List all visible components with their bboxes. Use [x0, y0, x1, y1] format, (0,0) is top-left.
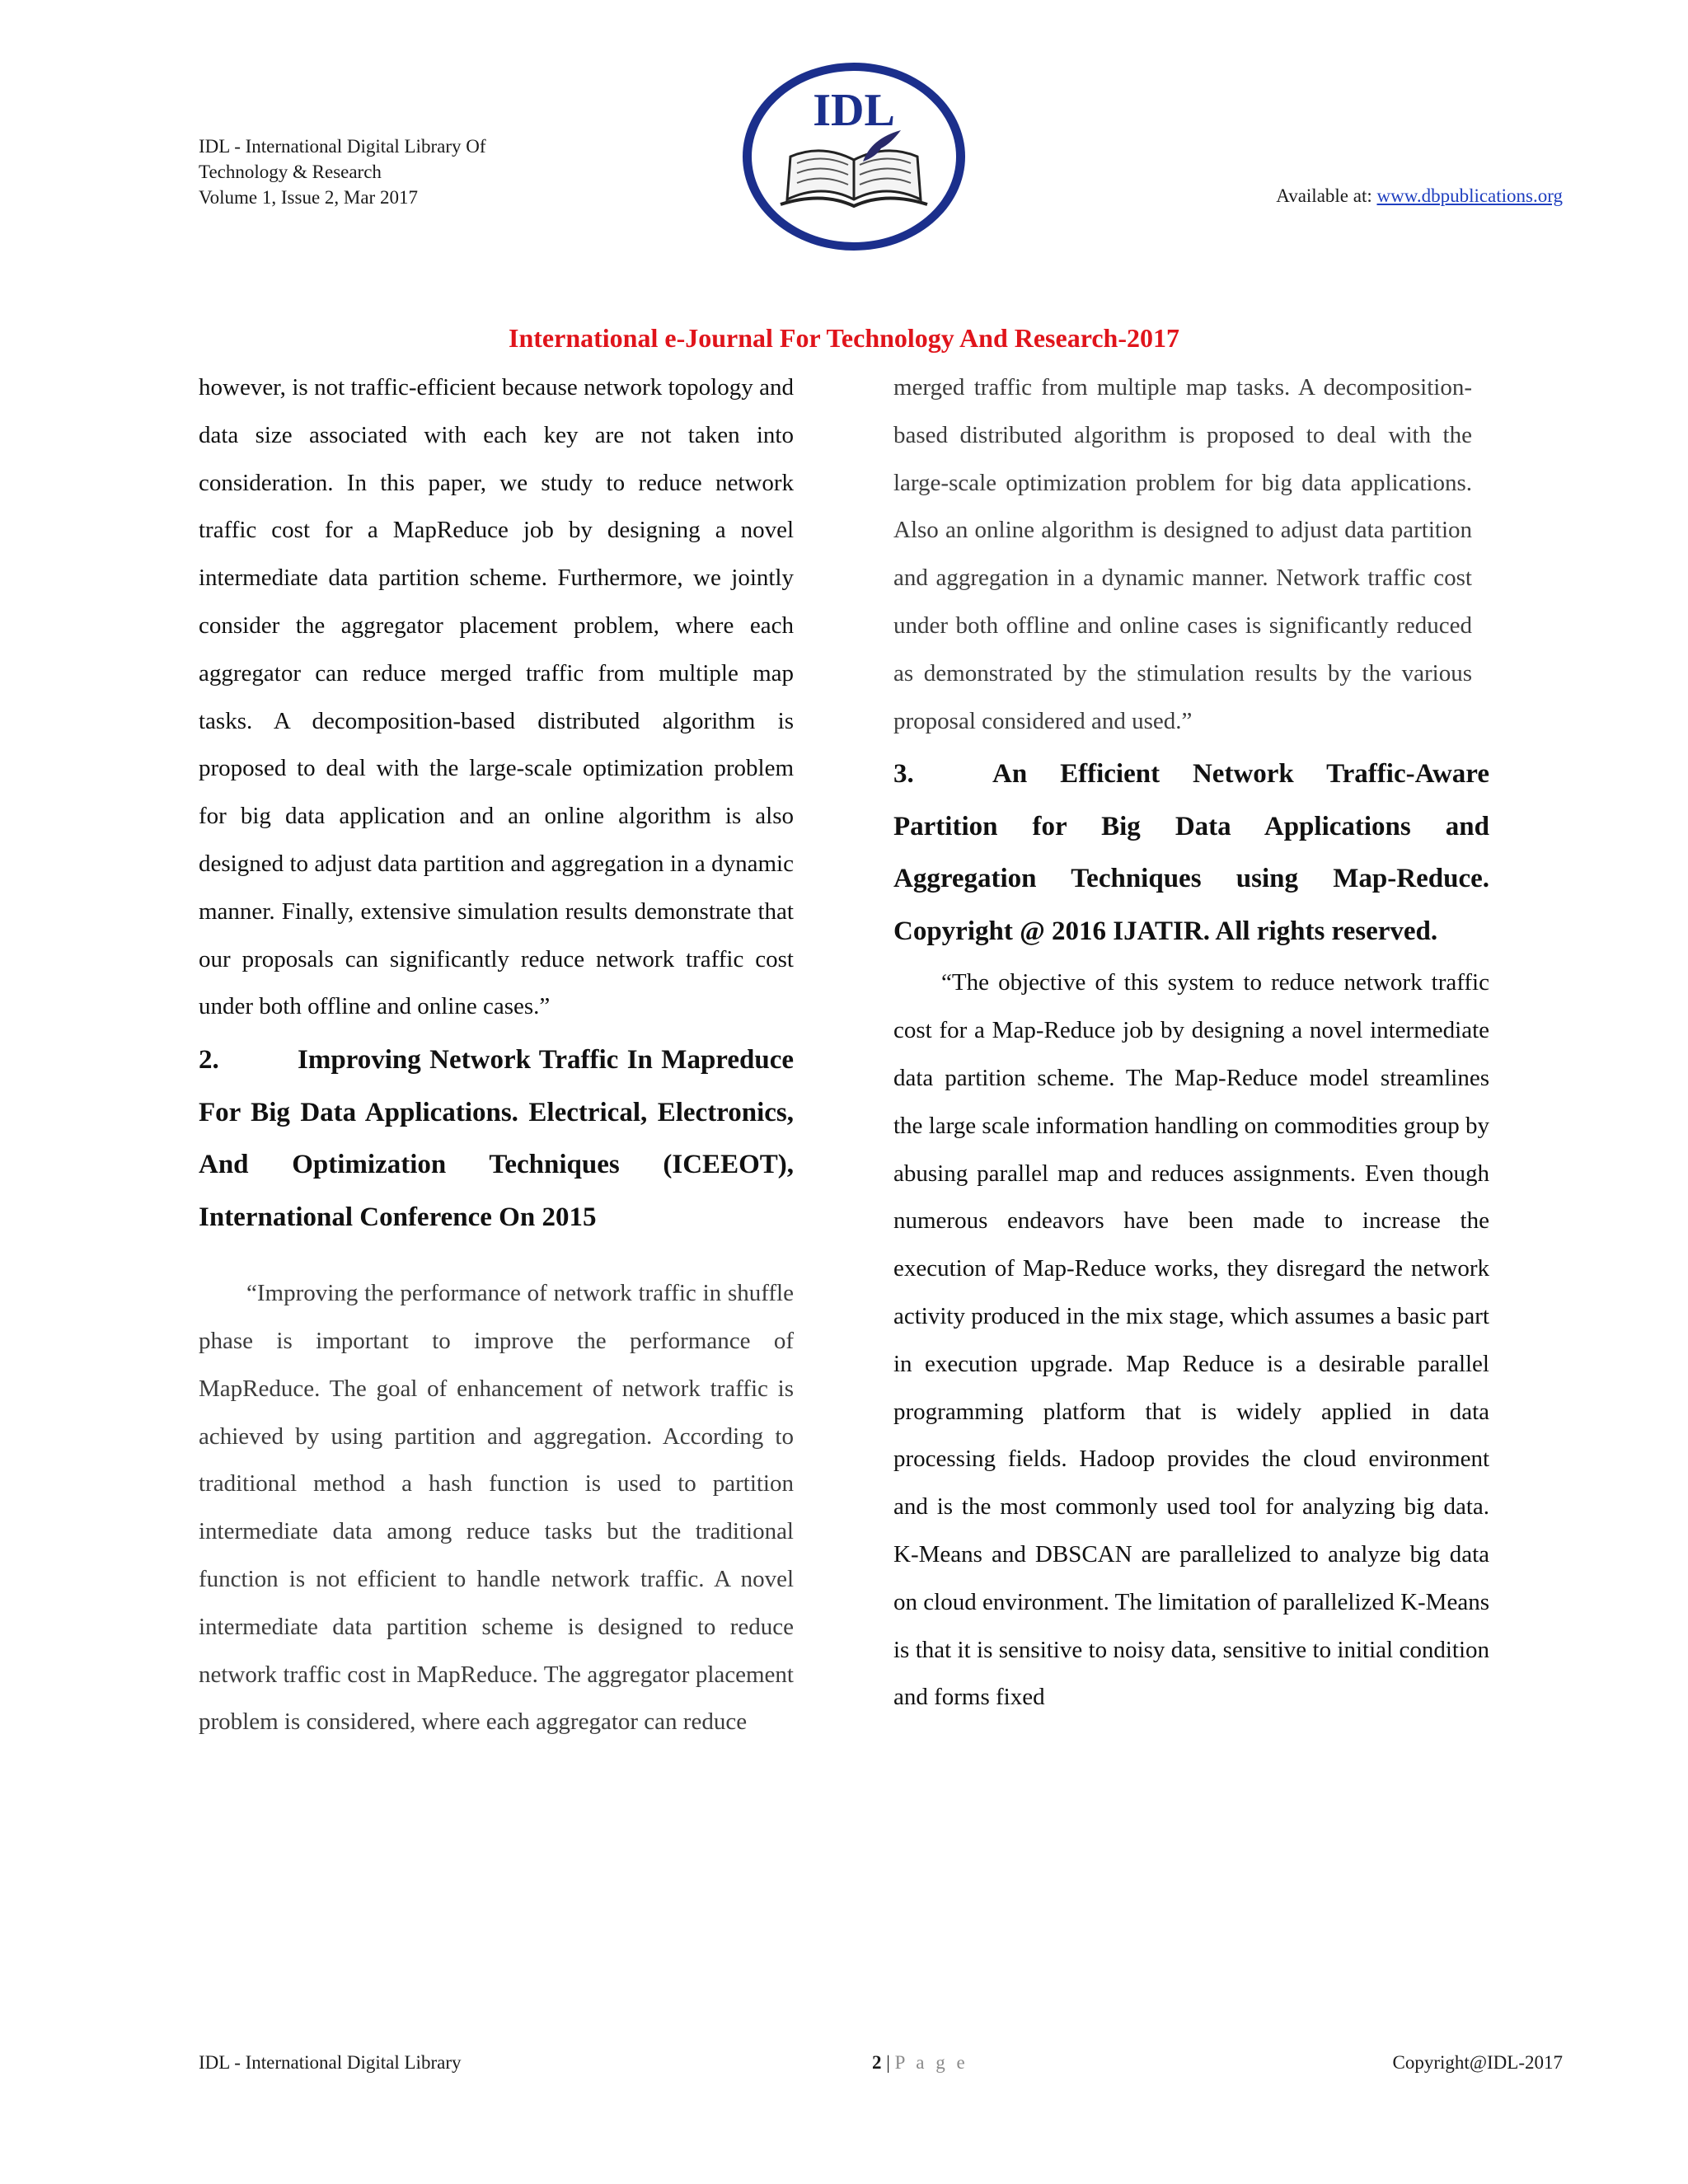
footer-page	[872, 2052, 968, 2074]
available-at	[1276, 185, 1563, 207]
right-paragraph-2: “The objective of this system to reduce network traffic cost for a Map-Reduce job by designing a novel intermediate data partition scheme. The Map-Reduce model streamlines the large scale information handling on commodities group by abusing parallel map and reduces assignments. Even though numerous endeavors have been made to increase the execution of Map-Reduce works, they disregard the network activity produced in the mix stage, which assumes a basic part in execution upgrade. Map Reduce is a desirable parallel programming platform that is widely applied in data processing fields. Hadoop provides the cloud environment and is the most commonly used tool for analyzing big data. K-Means and DBSCAN are parallelized to analyze big data on cloud environment. The limitation of parallelized K-Means is that it is sensitive to noisy data, sensitive to initial condition and forms fixed	[893, 969, 1489, 1711]
available-label: Available at:	[1276, 185, 1377, 206]
left-paragraph-2: “Improving the performance of network traffic in shuffle phase is important to improve the performance of MapReduce. The goal of enhancement of network traffic is achieved by using partition and aggregation. According to traditional method a hash function is used to partition intermediate data among reduce tasks but the traditional function is not efficient to handle network traffic. A novel intermediate data partition scheme is designed to reduce network traffic cost in MapReduce. The aggregator placement problem is considered, where each aggregator can reduce	[199, 1280, 794, 1736]
section-3-number: 3.	[893, 759, 914, 790]
footer-left: IDL - International Digital Library	[199, 2052, 462, 2073]
idl-logo	[739, 59, 968, 254]
page-label: P a g e	[894, 2052, 968, 2073]
journal-title: International e-Journal For Technology And Research-2017	[509, 323, 1179, 353]
footer-copyright: Copyright@IDL-2017	[1392, 2052, 1563, 2073]
section-3-heading	[893, 748, 1489, 958]
header-line-3: Volume 1, Issue 2, Mar 2017	[199, 187, 418, 208]
section-3-title: An Efficient Network Traffic-Aware Partition for Big Data Applications and Aggregation Techniques using Map-Reduce. Copyright @ 2016 IJATIR. All rights reserved.	[893, 759, 1489, 946]
right-column	[893, 364, 1489, 1722]
left-column	[199, 364, 794, 1746]
page-separator: |	[881, 2052, 895, 2073]
header-line-1: IDL - International Digital Library Of	[199, 136, 486, 157]
section-2-title: Improving Network Traffic In Mapreduce For Big Data Applications. Electrical, Electronics, And Optimization Techniques (ICEEOT), International Conference On 2015	[199, 1045, 794, 1232]
website-link[interactable]: www.dbpublications.org	[1376, 185, 1563, 206]
left-paragraph-1: however, is not traffic-efficient because network topology and data size associated with each key are not taken into consideration. In this paper, we study to reduce network traffic cost for a MapReduce job by designing a novel intermediate data partition scheme. Furthermore, we jointly consider the aggregator placement problem, where each aggregator can reduce merged traffic from multiple map tasks. A decomposition-based distributed algorithm is proposed to deal with the large-scale optimization problem for big data application and an online algorithm is also designed to adjust data partition and aggregation in a dynamic manner. Finally, extensive simulation results demonstrate that our proposals can significantly reduce network traffic cost under both offline and online cases.”	[199, 374, 794, 1020]
section-2-number: 2.	[199, 1045, 219, 1076]
page-number: 2	[872, 2052, 882, 2073]
header-line-2: Technology & Research	[199, 162, 382, 182]
right-paragraph-1: merged traffic from multiple map tasks. A decomposition-based distributed algorithm is proposed to deal with the large-scale optimization problem for big data applications. Also an online algorithm is designed to adjust data partition and aggregation in a dynamic manner. Network traffic cost under both offline and online cases is significantly reduced as demonstrated by the stimulation results by the various proposal considered and used.”	[893, 374, 1472, 734]
logo-text: IDL	[813, 85, 895, 136]
header-publication-info	[199, 134, 486, 210]
section-2-heading	[199, 1034, 794, 1244]
